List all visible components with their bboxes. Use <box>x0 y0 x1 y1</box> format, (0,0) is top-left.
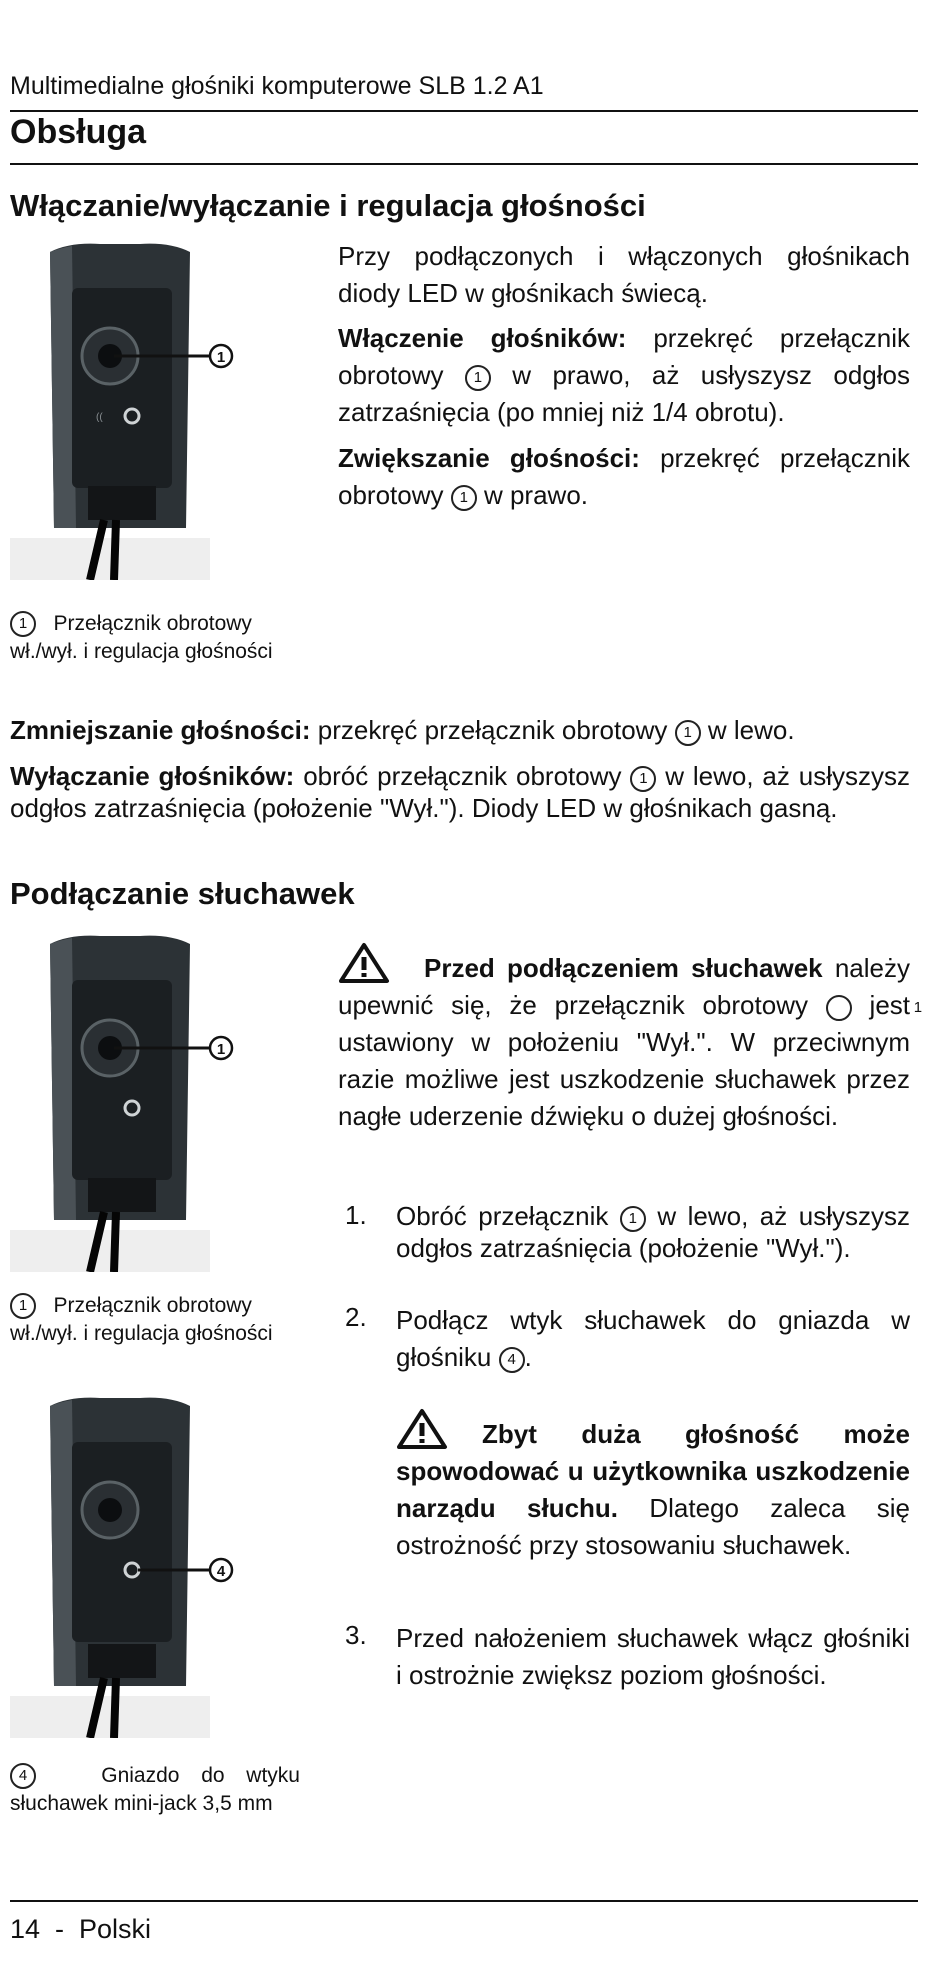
divider <box>10 110 918 112</box>
marker-four-icon: 4 <box>499 1347 525 1373</box>
divider <box>10 163 918 165</box>
marker-four-icon: 4 <box>10 1763 36 1789</box>
warning-paragraph: Przed podłączeniem słuchawek należy upewnić się, że przełącznik obrotowy 1 jest ustawiony w położeniu "Wył.". W przeciwnym razie możliwe jest uszkodzenie słuchawek przez nagłe uderzenie dźwięku o dużej głośności. <box>338 953 923 1131</box>
paragraph-volume-down: Zmniejszanie głośności: przekręć przełącznik obrotowy 1 w lewo. <box>10 715 795 745</box>
section-title: Obsługa <box>10 113 147 151</box>
figure-caption: 1 Przełącznik obrotowy wł./wył. i regulacja głośności <box>10 612 273 663</box>
paragraph: Przy podłączonych i włączonych głośnikach diody LED w głośnikach świecą. <box>338 241 910 308</box>
marker-one-icon: 1 <box>465 365 491 391</box>
document-title: Multimedialne głośniki komputerowe SLB 1.2 A1 <box>10 72 544 100</box>
marker-one-icon: 1 <box>620 1206 646 1232</box>
marker-one: 1 <box>216 1041 226 1058</box>
step-3: Przed nałożeniem słuchawek włącz głośniki i ostrożnie zwiększ poziom głośności. <box>396 1623 910 1690</box>
speaker-photo-switch-2 <box>10 930 250 1272</box>
heading-headphones: Podłączanie słuchawek <box>10 876 355 911</box>
step-number: 3. <box>345 1620 367 1650</box>
speaker-photo-jack <box>10 1392 250 1738</box>
svg-text:((: (( <box>96 412 103 423</box>
marker-one: 1 <box>216 349 226 366</box>
step-2: Podłącz wtyk słuchawek do gniazda w głośniku 4 . <box>396 1305 910 1372</box>
figure-caption: 4 Gniazdo do wtyku słuchawek mini-jack 3,5 mm <box>10 1764 300 1815</box>
step-1: Obróć przełącznik 1 w lewo, aż usłyszysz odgłos zatrzaśnięcia (położenie "Wył."). <box>396 1201 910 1263</box>
marker-one-icon: 1 <box>451 485 477 511</box>
paragraph-volume-up: Zwiększanie głośności: przekręć przełącznik obrotowy 1 w prawo. <box>338 443 910 510</box>
step-number: 1. <box>345 1200 367 1230</box>
marker-one-icon: 1 <box>675 720 701 746</box>
paragraph-power-on: Włączenie głośników: przekręć przełącznik obrotowy 1 w prawo, aż usłyszysz odgłos zatrzaśnięcia (po mniej niż 1/4 obrotu). <box>338 323 910 427</box>
page-footer: 14 - Polski <box>10 1914 152 1944</box>
figure-caption: 1 Przełącznik obrotowy wł./wył. i regulacja głośności <box>10 1294 273 1345</box>
marker-four: 4 <box>216 1563 226 1580</box>
step-number: 2. <box>345 1302 367 1332</box>
marker-one-icon: 1 <box>10 1293 36 1319</box>
marker-one-icon: 1 <box>826 995 852 1021</box>
heading-power-volume: Włączanie/wyłączanie i regulacja głośności <box>10 188 646 223</box>
speaker-photo-switch <box>10 238 250 580</box>
paragraph-power-off: Wyłączanie głośników: obróć przełącznik obrotowy 1 w lewo, aż usłyszysz odgłos zatrzaśnięcia (położenie "Wył."). Diody LED w głośnikach gasną. <box>10 761 910 823</box>
marker-one-icon: 1 <box>630 766 656 792</box>
footer-divider <box>10 1900 918 1902</box>
warning-hearing: Zbyt duża głośność może spowodować u użytkownika uszkodzenie narządu słuchu. Dlatego zaleca się ostrożność przy stosowaniu słuchawek. <box>396 1419 911 1560</box>
marker-one-icon: 1 <box>10 611 36 637</box>
